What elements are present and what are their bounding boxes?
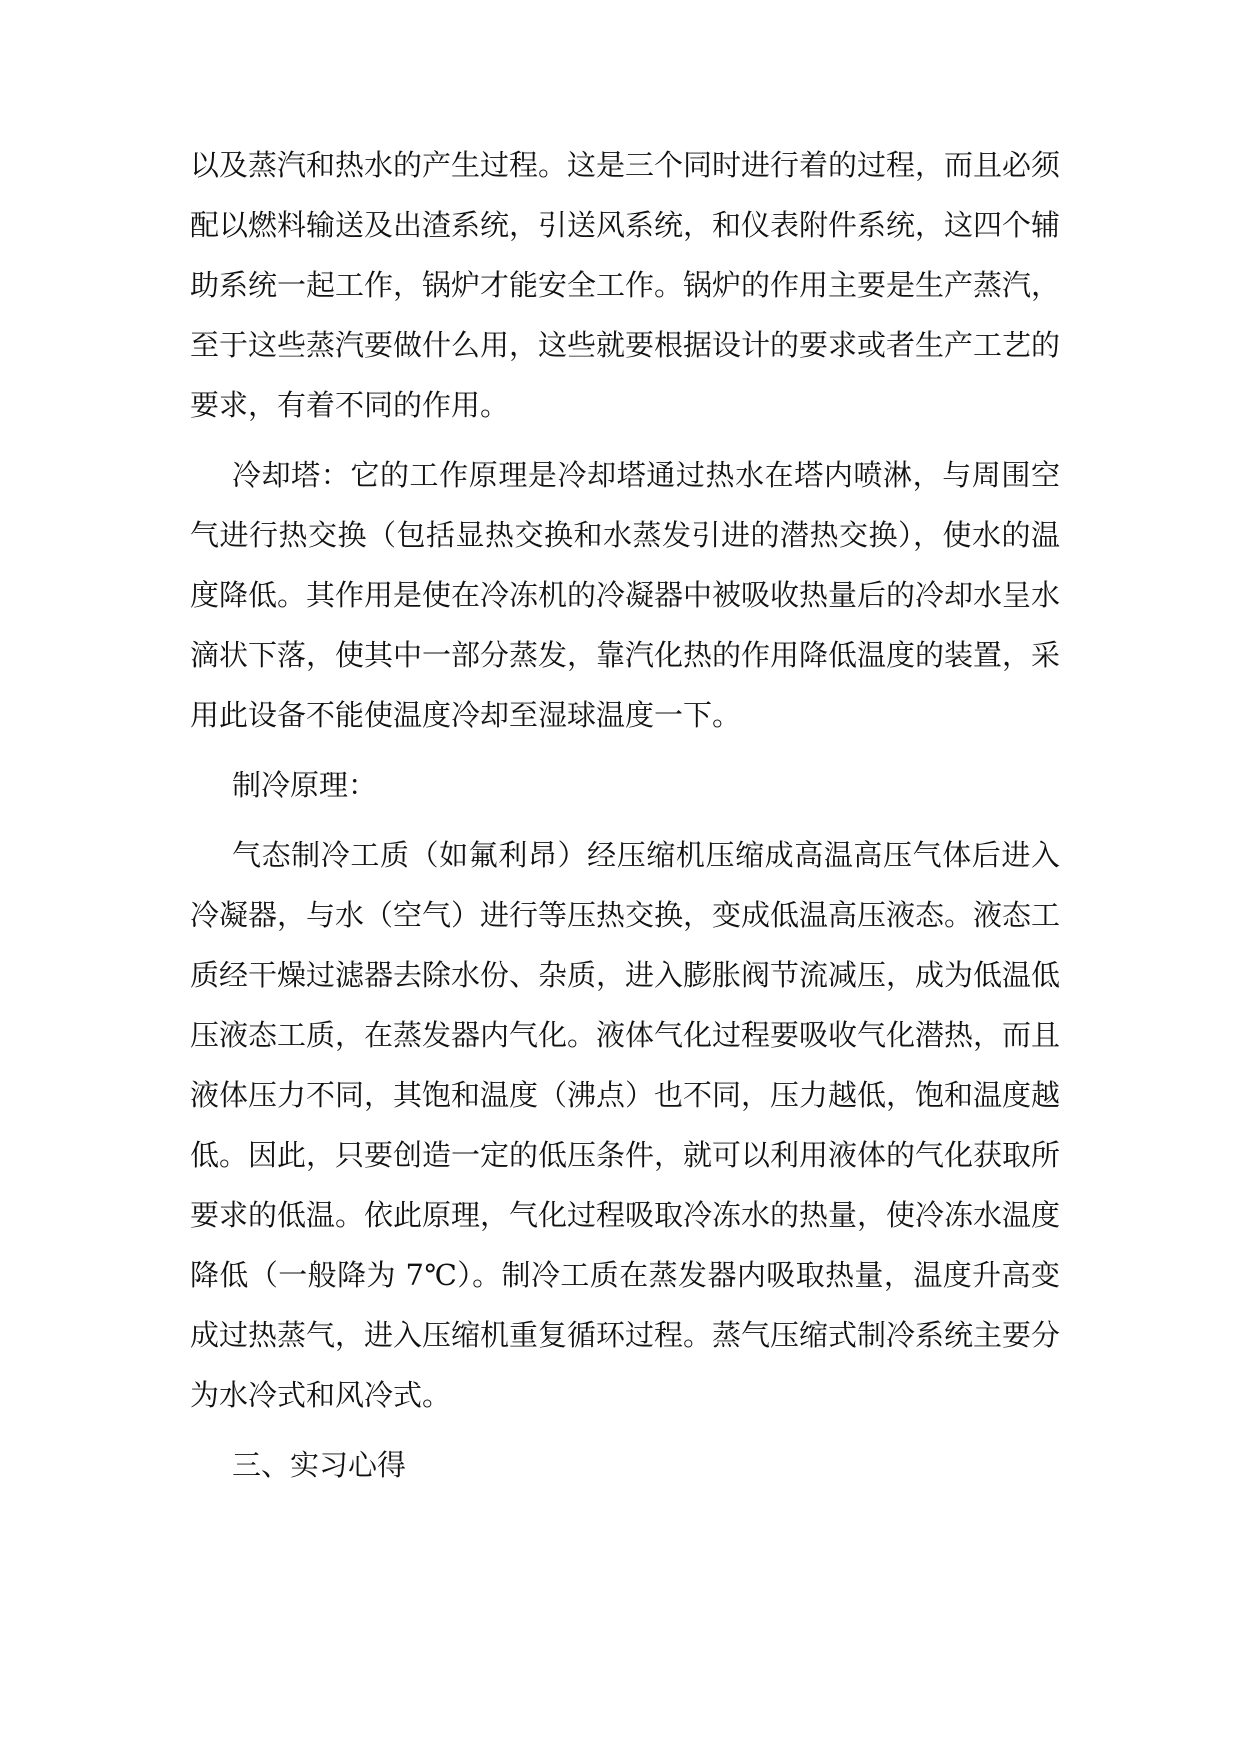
paragraph-2-line-3: 度降低。其作用是使在冷冻机的冷凝器中被吸收热量后的冷却水呈水 [190,578,1060,612]
paragraph-4-line-7: 要求的低温。依此原理，气化过程吸取冷冻水的热量，使冷冻水温度 [190,1198,1060,1232]
paragraph-1-line-1: 以及蒸汽和热水的产生过程。这是三个同时进行着的过程，而且必须 [190,148,1060,182]
paragraph-4-line-4: 压液态工质，在蒸发器内气化。液体气化过程要吸收气化潜热，而且 [190,1018,1060,1052]
paragraph-4-line-9: 成过热蒸气，进入压缩机重复循环过程。蒸气压缩式制冷系统主要分 [190,1318,1060,1352]
paragraph-1-line-5: 要求，有着不同的作用。 [190,388,510,422]
paragraph-4-line-8: 降低（一般降为 7℃）。制冷工质在蒸发器内吸取热量，温度升高变 [190,1258,1060,1292]
paragraph-1-line-4: 至于这些蒸汽要做什么用，这些就要根据设计的要求或者生产工艺的 [190,328,1060,362]
paragraph-4-line-2: 冷凝器，与水（空气）进行等压热交换，变成低温高压液态。液态工 [190,898,1060,932]
paragraph-2-line-2: 气进行热交换（包括显热交换和水蒸发引进的潜热交换），使水的温 [190,518,1060,552]
paragraph-1-line-3: 助系统一起工作，锅炉才能安全工作。锅炉的作用主要是生产蒸汽， [190,268,1060,302]
paragraph-4-line-6: 低。因此，只要创造一定的低压条件，就可以利用液体的气化获取所 [190,1138,1060,1172]
paragraph-4-line-5: 液体压力不同，其饱和温度（沸点）也不同，压力越低，饱和温度越 [190,1078,1060,1112]
paragraph-1-line-2: 配以燃料输送及出渣系统，引送风系统，和仪表附件系统，这四个辅 [190,208,1060,242]
section-heading-refrigeration-principle: 制冷原理： [232,768,378,802]
paragraph-2-line-1: 冷却塔：它的工作原理是冷却塔通过热水在塔内喷淋，与周围空 [232,458,1060,492]
paragraph-2-line-5: 用此设备不能使温度冷却至湿球温度一下。 [190,698,742,732]
paragraph-2-line-4: 滴状下落，使其中一部分蒸发，靠汽化热的作用降低温度的装置，采 [190,638,1060,672]
section-heading-internship-reflections: 三、实习心得 [232,1448,407,1482]
paragraph-4-line-1: 气态制冷工质（如氟利昂）经压缩机压缩成高温高压气体后进入 [232,838,1060,872]
paragraph-4-line-10: 为水冷式和风冷式。 [190,1378,452,1412]
paragraph-4-line-3: 质经干燥过滤器去除水份、杂质，进入膨胀阀节流减压，成为低温低 [190,958,1060,992]
